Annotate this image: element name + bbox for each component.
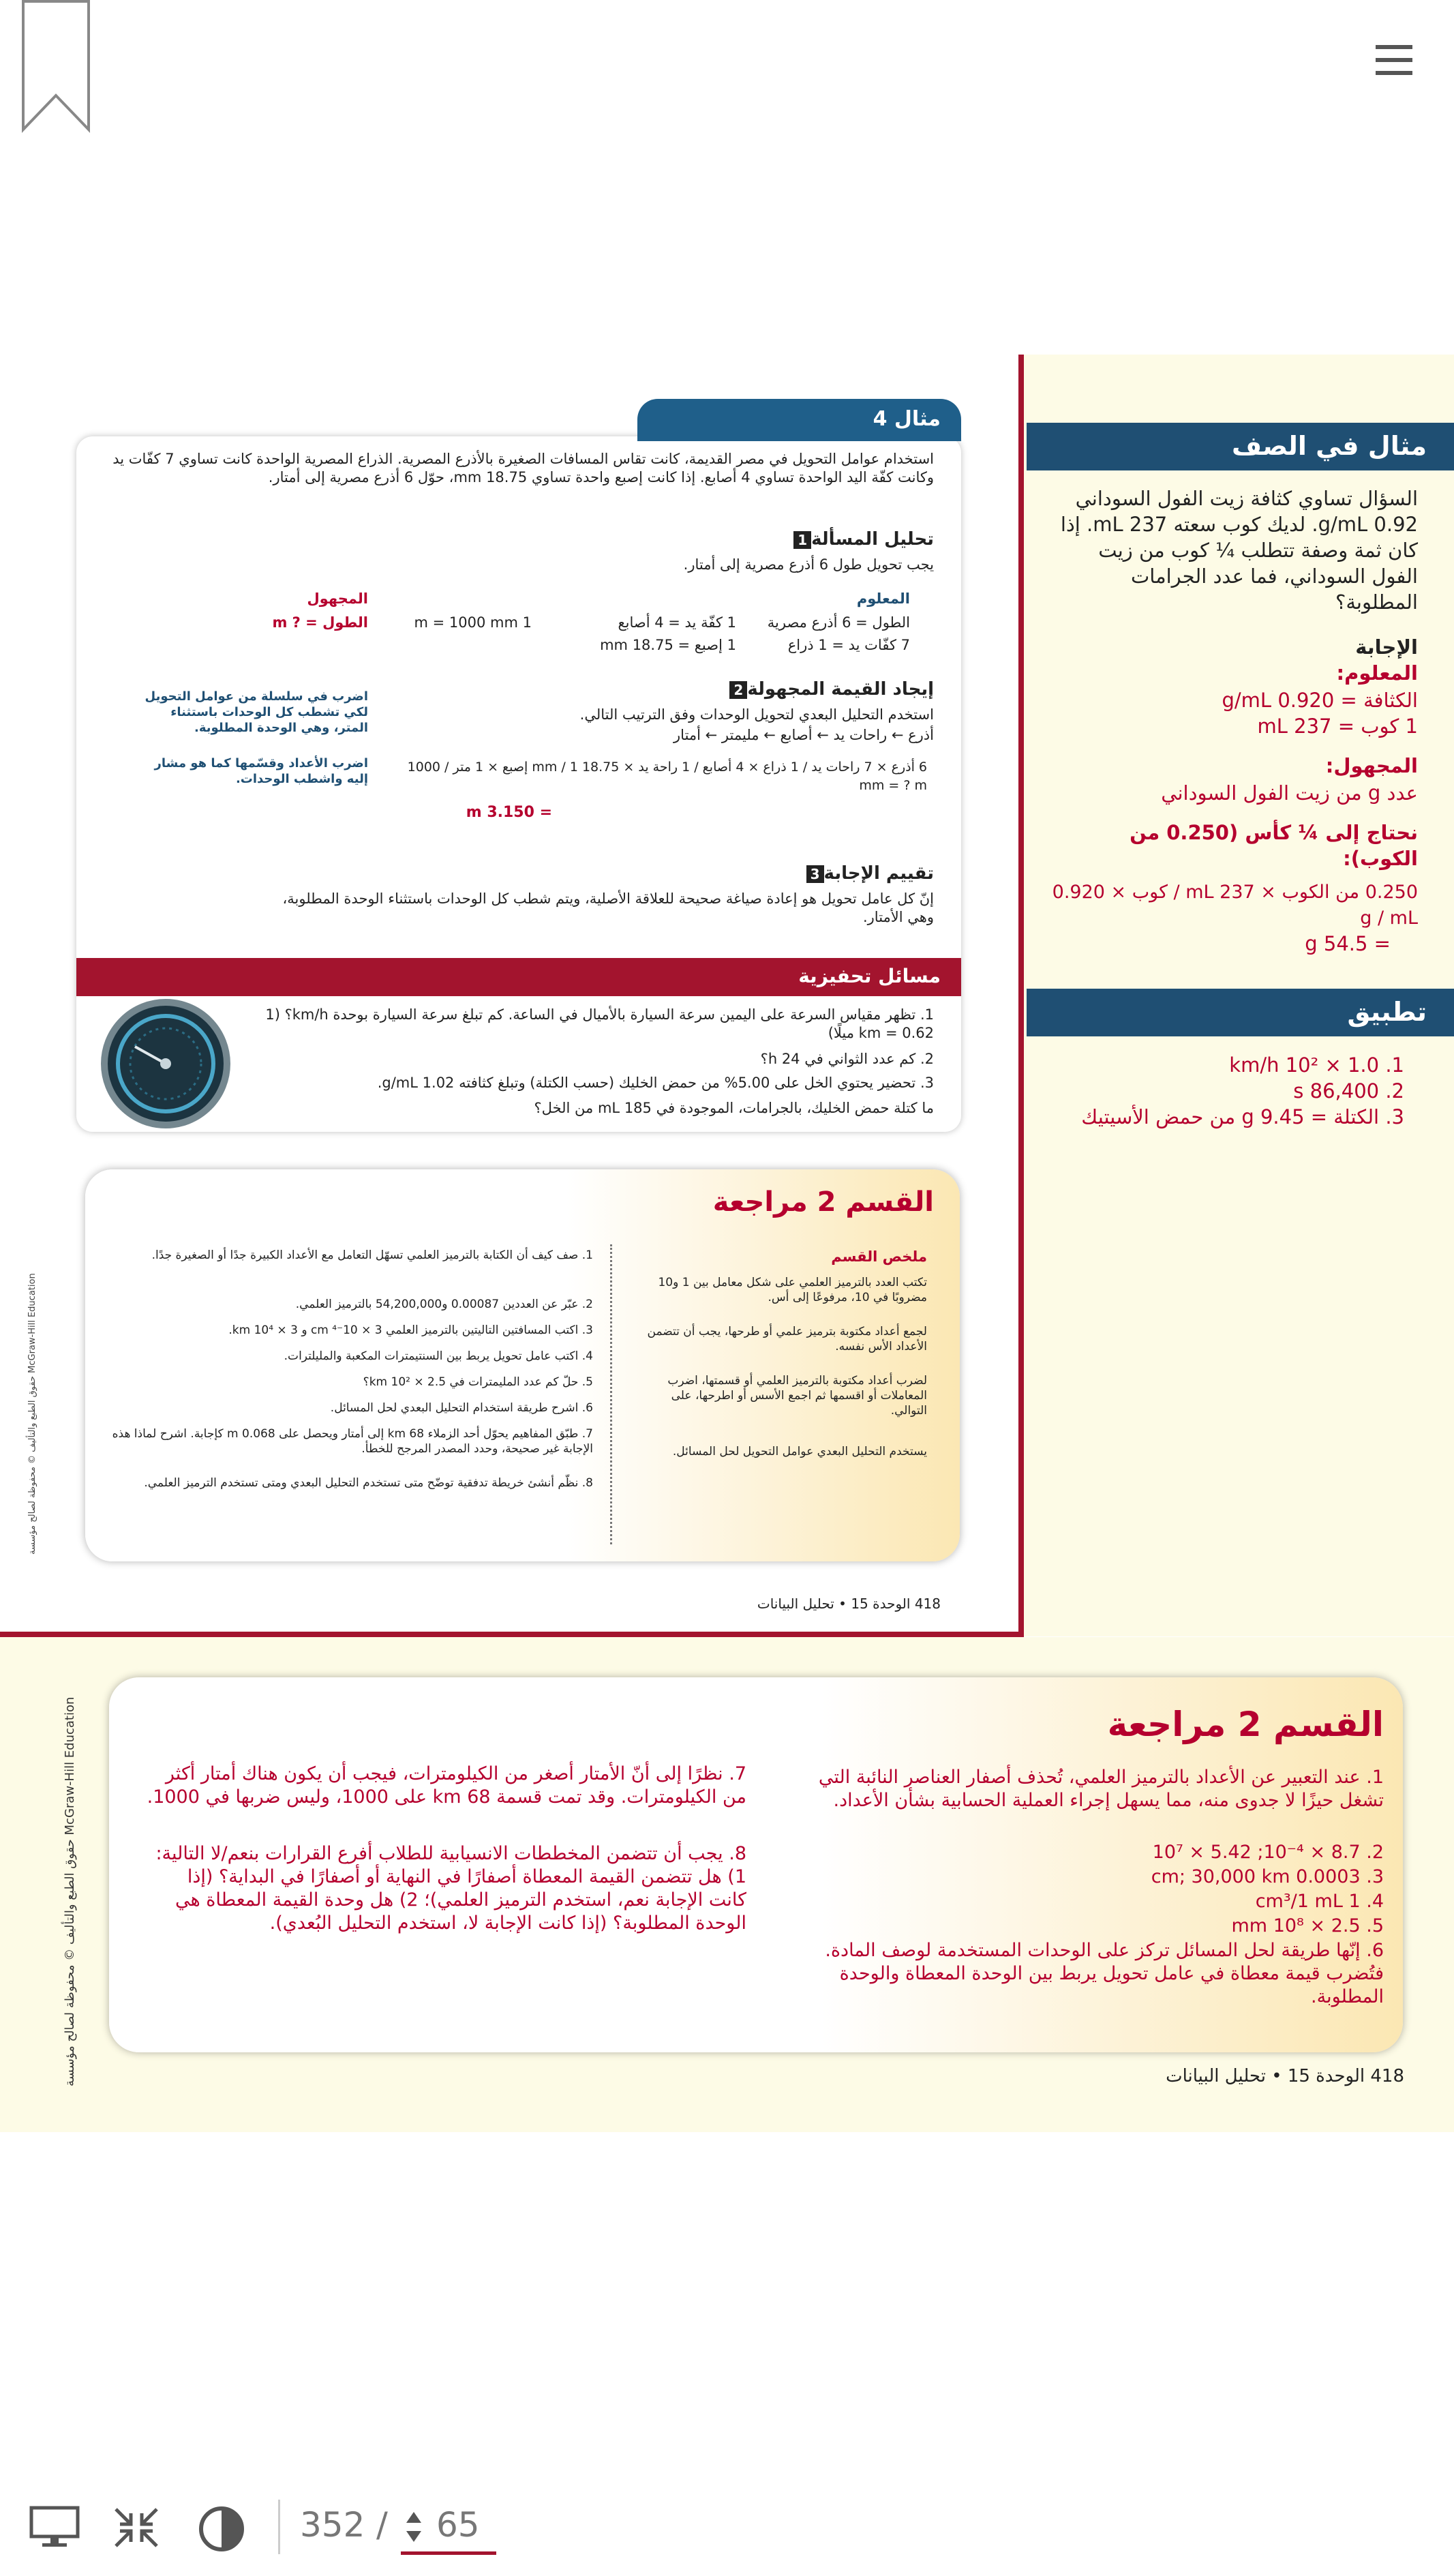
vertical-credit-large: حقوق الطبع والتأليف © محفوظة لصالح مؤسسة McGraw-Hill Education (63, 1696, 77, 2086)
step1-number: 1 (793, 531, 811, 549)
collapse-icon[interactable] (109, 2504, 164, 2551)
speedometer-image (101, 999, 230, 1128)
step3-label: تقييم الإجابة (823, 863, 934, 884)
review-answer-2: 2. 8.7 × 10⁻⁴; 5.42 × 10⁷ (1152, 1842, 1384, 1863)
equation-result: = 3.150 m (466, 804, 552, 821)
step2-number: 2 (729, 681, 747, 699)
menu-icon[interactable] (1370, 41, 1418, 79)
page-total-input[interactable]: 65 (436, 2505, 480, 2545)
review-answer-7: 7. نظرًا إلى أنّ الأمتار أصغر من الكيلومترات، فيجب أن يكون هناك أمتار أكثر من الكيلومترات. وقد تمت قسمة 68 km على 1000، وليس ضربها في 1000. (147, 1763, 746, 1808)
toolbar-separator (278, 2500, 280, 2554)
known-cup: 1 كوب = 237 mL (1257, 715, 1418, 738)
known-density: الكثافة = 0.920 g/mL (1222, 689, 1418, 712)
review-answer-1: 1. عند التعبير عن الأعداد بالترميز العلمي، تُحذف أصفار العناصر النائبة التي تشغل حيزًا لا جدوى منه، مما يسهل إجراء العملية الحسابية بشأن الأعداد. (818, 1767, 1384, 1811)
review-q8: 8. نظّم أنشئ خريطة تدفقية توضّح متى تستخدم التحليل البعدي ومتى تستخدم الترميز العلمي. (144, 1476, 593, 1490)
review-column-divider (610, 1244, 612, 1544)
page-stepper-icon[interactable] (404, 2508, 424, 2546)
unknown-a: الطول = ? m (272, 614, 368, 631)
bookmark-icon[interactable] (20, 0, 91, 134)
review-q4: 4. اكتب عامل تحويل يربط بين السنتيمترات المكعبة والمليلترات. (284, 1349, 593, 1363)
display-icon[interactable] (27, 2504, 82, 2551)
practice-header: مسائل تحفيزية (76, 958, 961, 996)
practice-2: 2. كم عدد الثواني في 24 h؟ (760, 1051, 934, 1067)
practice-3: 3. تحضير يحتوي الخل على 5.00% من حمض الخليك (حسب الكتلة) وتبلغ كثافته 1.02 g/mL. (377, 1075, 934, 1091)
known-e: 1 m = 1000 mm (414, 614, 532, 631)
hint-1: اضرب في سلسلة من عوامل التحويل لكي تشطب كل الوحدات باستثناء المتر، وهي الوحدة المطلوبة. (145, 689, 368, 735)
summary-1: تكتب العدد بالترميز العلمي على شكل معامل بين 1 و10 مضروبًا في 10، مرفوعًا إلى أس. (658, 1276, 927, 1304)
step1-text: يجب تحويل طول 6 أذرع مصرية إلى أمتار. (683, 556, 934, 573)
answer-label: الإجابة (1355, 635, 1418, 659)
step2-title (614, 678, 934, 700)
review-q3: 3. اكتب المسافتين التاليتين بالترميز العلمي 3 × 10⁻⁴ cm و 3 × 10⁴ km. (228, 1323, 593, 1337)
step3-title (614, 863, 934, 884)
summary-2: لجمع أعداد مكتوبة بترميز علمي أو طرحها، يجب أن تتضمن الأعداد الأس نفسه. (647, 1325, 927, 1353)
need-label: نحتاج إلى ¼ كأس (0.250 من الكوب): (1130, 821, 1418, 870)
step3-text: إنّ كل عامل تحويل هو إعادة صياغة صحيحة للعلاقة الأصلية، ويتم شطب كل الوحدات باستثناء الوحدة المطلوبة، وهي الأمتار. (282, 890, 934, 925)
summary-head: ملخص القسم (831, 1248, 927, 1265)
page-bottom-divider (0, 1632, 1024, 1637)
review-q5: 5. حلّ كم عدد المليمترات في 2.5 × 10² km؟ (363, 1375, 593, 1389)
class-example-question: السؤال تساوي كثافة زيت الفول السوداني 0.92 g/mL. لديك كوب سعته 237 mL. إذا كان ثمة وصفة تتطلب ¼ كوب من زيت الفول السوداني، فما عدد الجرامات المطلوبة؟ (1060, 487, 1418, 614)
review-q2: 2. عبّر عن العددين 0.00087 و54,200,000 بالترميز العلمي. (295, 1298, 593, 1311)
review-q1: 1. صف كيف أن الكتابة بالترميز العلمي تسهّل التعامل مع الأعداد الكبيرة جدًا أو الصغيرة جدًا. (151, 1248, 593, 1262)
review-title: القسم 2 مراجعة (712, 1186, 934, 1218)
vertical-credit-small: حقوق الطبع والتأليف © محفوظة لصالح مؤسسة McGraw-Hill Education (27, 1273, 37, 1555)
review-answer-4: 4. 1 cm³/1 mL (1255, 1891, 1384, 1912)
page-input-underline (401, 2551, 496, 2555)
review-q6: 6. اشرح طريقة استخدام التحليل البعدي لحل المسائل. (330, 1401, 593, 1415)
step3-number: 3 (806, 865, 824, 883)
contrast-icon[interactable] (196, 2504, 247, 2554)
hint-2: اضرب الأعداد وقسّمها كما هو مشار إليه واشطب الوحدات. (154, 756, 368, 786)
apply-answer-2: 2. 86,400 s (1293, 1079, 1404, 1103)
unknown-head: المجهول (307, 590, 368, 607)
apply-answer-1: 1. 1.0 × 10² km/h (1229, 1053, 1404, 1077)
summary-3: لضرب أعداد مكتوبة بالترميز العلمي أو قسمتها، اضرب المعاملات أو اقسمها ثم اجمع الأسس أو اطرحها، على التوالي. (667, 1374, 927, 1418)
known-head: المعلوم (856, 590, 910, 607)
known-label: المعلوم: (1336, 661, 1418, 685)
unknown-label: المجهول: (1325, 754, 1418, 777)
section-review-card (85, 1169, 960, 1561)
summary-4: يستخدم التحليل البعدي عوامل التحويل لحل المسائل. (672, 1445, 927, 1458)
class-example-header: مثال في الصف (1027, 423, 1454, 470)
step2-chain: أذرع ← راحات يد ← أصابع ← مليمتر ← أمتار (673, 727, 934, 743)
page-footer-large: 418 الوحدة 15 • تحليل البيانات (1166, 2066, 1404, 2086)
page-separator: / (376, 2505, 388, 2545)
review-answer-3: 3. 0.0003 cm; 30,000 km (1151, 1866, 1384, 1887)
step1-label: تحليل المسألة (811, 529, 934, 550)
page-footer-small: 418 الوحدة 15 • تحليل البيانات (757, 1596, 941, 1612)
step2-label: إيجاد القيمة المجهولة (747, 679, 934, 700)
example-intro: استخدام عوامل التحويل في مصر القديمة، كانت تقاس المسافات الصغيرة بالأذرع المصرية. الذراع المصرية الواحدة كانت تساوي 7 كفّات يد وكانت كفّة اليد الواحدة تساوي 4 أصابع. إذا كانت إصبع واحدة تساوي 18.75 mm، حوّل 6 أذرع مصرية إلى أمتار. (112, 451, 934, 485)
reader-toolbar (0, 2475, 1454, 2576)
calc-result: = 54.5 g (1305, 932, 1391, 955)
step1-title (614, 528, 934, 550)
review-q7: 7. طبّق المفاهيم يحوّل أحد الزملاء 68 km إلى أمتار ويحصل على 0.068 m كإجابة. اشرح لماذا هذه الإجابة غير صحيحة، وحدد المصدر المرجح للخطأ. (112, 1427, 593, 1456)
page-divider (1018, 355, 1024, 1640)
apply-answer-3: 3. الكتلة = 9.45 g من حمض الأسيتيك (1081, 1105, 1404, 1128)
known-b: 7 كفّات يد = 1 ذراع (787, 637, 910, 653)
unknown-grams: عدد g من زيت الفول السوداني (1161, 781, 1418, 805)
review-answer-6: 6. إنّها طريقة لحل المسائل تركز على الوحدات المستخدمة لوصف المادة. فتُضرب قيمة معطاة في عامل تحويل يربط بين الوحدة المعطاة والوحدة المطلوبة. (825, 1940, 1384, 2007)
known-a: الطول = 6 أذرع مصرية (767, 614, 910, 631)
review-answers-title: القسم 2 مراجعة (1107, 1705, 1384, 1744)
equation-1: 6 أذرع × 7 راحات يد / 1 ذراع × 4 أصابع / 1 راحة يد × 18.75 mm / 1 إصبع × 1 متر / 1000 mm = ? m (407, 760, 927, 793)
review-answer-5: 5. 2.5 × 10⁸ mm (1231, 1915, 1384, 1936)
step2-text: استخدم التحليل البعدي لتحويل الوحدات وفق الترتيب التالي. (579, 706, 934, 723)
practice-1: 1. تظهر مقياس السرعة على اليمين سرعة السيارة بالأميال في الساعة. كم تبلغ سرعة السيارة بوحدة km/h؟ (1 km = 0.62 ميلًا) (265, 1006, 934, 1041)
known-d: 1 إصبع = 18.75 mm (600, 637, 736, 653)
calc-line: 0.250 من الكوب × 237 mL / كوب × 0.920 g / mL (1052, 882, 1418, 929)
practice-3b: ما كتلة حمض الخليك، بالجرامات، الموجودة في 185 mL من الخل؟ (534, 1100, 934, 1116)
apply-header: تطبيق (1027, 989, 1454, 1036)
page-current: 352 (300, 2505, 365, 2545)
example-tab: مثال 4 (637, 399, 961, 441)
review-answer-8: 8. يجب أن تتضمن المخططات الانسيابية للطلاب أفرع القرارات بنعم/لا التالية: 1) هل تتضمن القيمة المعطاة أصفارًا في النهاية أو أصفارًا في البداية؟ (إذا كانت الإجابة نعم، استخدم الترميز العلمي)؛ 2) هل وحدة القيمة المعطاة هي الوحدة المطلوبة؟ (إذا كانت الإجابة لا، استخدم التحليل البُعدي). (155, 1843, 746, 1934)
known-c: 1 كفّة يد = 4 أصابع (618, 614, 736, 631)
